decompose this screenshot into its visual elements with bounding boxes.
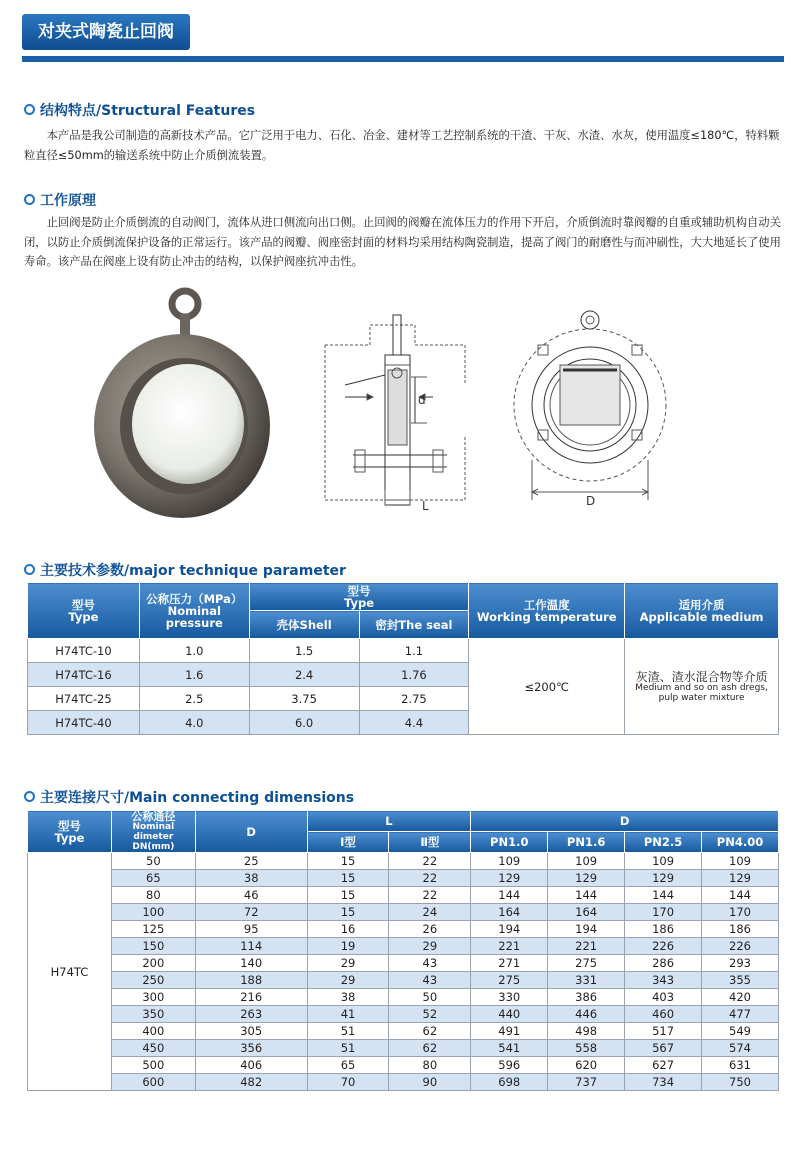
dims-cell: 25	[195, 853, 307, 870]
dims-cell: 631	[702, 1057, 779, 1074]
th-dims-type: 型号 Type	[28, 811, 112, 853]
dims-heading	[24, 787, 354, 807]
tech-cell: 1.5	[249, 639, 359, 663]
dims-cell: 305	[195, 1023, 307, 1040]
tech-cell: 4.0	[139, 711, 249, 735]
dims-cell: 72	[195, 904, 307, 921]
th-d: D	[195, 811, 307, 853]
dims-cell: 144	[471, 887, 548, 904]
table-row	[28, 989, 779, 1006]
dims-cell: 15	[307, 887, 389, 904]
dims-cell: 51	[307, 1023, 389, 1040]
tech-cell: 2.75	[359, 687, 469, 711]
th-working-temp: 工作温度 Working temperature	[469, 583, 625, 639]
dims-cell: 216	[195, 989, 307, 1006]
th-type: 型号 Type	[28, 583, 140, 639]
dims-cell: 440	[471, 1006, 548, 1023]
valve-photo	[85, 280, 280, 520]
tech-table	[27, 582, 779, 735]
tech-medium-cell: 灰渣、渣水混合物等介质 Medium and so on ash dregs, pulp water mixture	[625, 639, 779, 735]
tech-cell: 4.4	[359, 711, 469, 735]
table-row	[28, 853, 779, 870]
dims-cell: 558	[548, 1040, 625, 1057]
th-pn25: PN2.5	[625, 832, 702, 853]
table-row	[28, 887, 779, 904]
dims-cell: 498	[548, 1023, 625, 1040]
dims-cell: 109	[471, 853, 548, 870]
principle-heading-text: 工作原理	[40, 193, 96, 209]
dims-cell: 549	[702, 1023, 779, 1040]
dims-cell: 140	[195, 955, 307, 972]
dims-cell: 46	[195, 887, 307, 904]
dims-cell: 50	[389, 989, 471, 1006]
dims-cell: 129	[625, 870, 702, 887]
dims-cell: 150	[111, 938, 195, 955]
th-D: D	[471, 811, 779, 832]
th-test-type: 型号 Type	[249, 583, 469, 611]
table-row	[28, 972, 779, 989]
dims-cell: 750	[702, 1074, 779, 1091]
dims-cell: 386	[548, 989, 625, 1006]
dims-cell: 29	[307, 972, 389, 989]
table-row	[28, 955, 779, 972]
dims-cell: 125	[111, 921, 195, 938]
dims-cell: 29	[307, 955, 389, 972]
th-l: L	[307, 811, 471, 832]
dims-cell: 482	[195, 1074, 307, 1091]
th-shell: 壳体Shell	[249, 611, 359, 639]
table-row	[28, 904, 779, 921]
dims-cell: 129	[702, 870, 779, 887]
table-row	[28, 921, 779, 938]
dims-cell: 109	[625, 853, 702, 870]
dims-cell: 43	[389, 972, 471, 989]
front-view-drawing	[505, 300, 675, 510]
dims-cell: 300	[111, 989, 195, 1006]
dims-cell: 221	[548, 938, 625, 955]
dims-cell: 186	[702, 921, 779, 938]
th-nominal-pressure: 公称压力（MPa） Nominal pressure	[139, 583, 249, 639]
table-row	[28, 1006, 779, 1023]
dims-cell: 109	[702, 853, 779, 870]
th-pn10: PN1.0	[471, 832, 548, 853]
dims-cell: 263	[195, 1006, 307, 1023]
bullet-icon	[24, 194, 35, 205]
dims-cell: 596	[471, 1057, 548, 1074]
dims-cell: 80	[111, 887, 195, 904]
dims-cell: 221	[471, 938, 548, 955]
dims-cell: 250	[111, 972, 195, 989]
dims-cell: 129	[471, 870, 548, 887]
dims-cell: 22	[389, 870, 471, 887]
dims-cell: 698	[471, 1074, 548, 1091]
dims-cell: 734	[625, 1074, 702, 1091]
th-medium: 适用介质 Applicable medium	[625, 583, 779, 639]
dims-cell: 188	[195, 972, 307, 989]
dims-cell: 19	[307, 938, 389, 955]
th-seal: 密封The seal	[359, 611, 469, 639]
dims-cell: 600	[111, 1074, 195, 1091]
dims-cell: 95	[195, 921, 307, 938]
dims-cell: 275	[548, 955, 625, 972]
dims-cell: 517	[625, 1023, 702, 1040]
dims-cell: 271	[471, 955, 548, 972]
tech-cell: H74TC-10	[28, 639, 140, 663]
dims-cell: 129	[548, 870, 625, 887]
page-title: 对夹式陶瓷止回阀	[22, 14, 190, 50]
table-row	[28, 1023, 779, 1040]
dims-cell: 51	[307, 1040, 389, 1057]
dims-cell: 500	[111, 1057, 195, 1074]
dims-cell: 164	[548, 904, 625, 921]
dims-cell: 29	[389, 938, 471, 955]
dims-cell: 62	[389, 1040, 471, 1057]
th-pn16: PN1.6	[548, 832, 625, 853]
dims-cell: 194	[471, 921, 548, 938]
dims-cell: 477	[702, 1006, 779, 1023]
tech-cell: 1.76	[359, 663, 469, 687]
table-row	[28, 938, 779, 955]
dims-cell: 194	[548, 921, 625, 938]
dims-cell: 144	[702, 887, 779, 904]
tech-cell: 1.0	[139, 639, 249, 663]
dims-cell: 737	[548, 1074, 625, 1091]
dims-cell: 24	[389, 904, 471, 921]
tech-temp-cell: ≤200℃	[469, 639, 625, 735]
title-divider	[22, 56, 784, 62]
dims-cell: 50	[111, 853, 195, 870]
dims-cell: 38	[195, 870, 307, 887]
dims-cell: 403	[625, 989, 702, 1006]
label-D: D	[586, 494, 596, 508]
dims-cell: 420	[702, 989, 779, 1006]
label-d: d	[418, 393, 426, 407]
label-l: L	[422, 499, 429, 513]
principle-heading	[24, 190, 96, 210]
dims-cell: 22	[389, 887, 471, 904]
dims-cell: 331	[548, 972, 625, 989]
dims-cell: 460	[625, 1006, 702, 1023]
structure-heading-text: 结构特点/Structural Features	[40, 103, 256, 119]
dims-cell: 109	[548, 853, 625, 870]
th-l2: Ⅱ型	[389, 832, 471, 853]
dims-cell: 65	[111, 870, 195, 887]
tech-cell: 2.4	[249, 663, 359, 687]
dims-cell: 52	[389, 1006, 471, 1023]
dims-table	[27, 810, 779, 1091]
dims-body	[28, 853, 779, 1091]
th-dn: 公称通径 Nominal dimeter DN(mm)	[111, 811, 195, 853]
tech-cell: H74TC-40	[28, 711, 140, 735]
dims-cell: 70	[307, 1074, 389, 1091]
dims-cell: 80	[389, 1057, 471, 1074]
structure-paragraph: 本产品是我公司制造的高新技术产品。它广泛用于电力、石化、冶金、建材等工艺控制系统的干渣、干灰、水渣、水灰，使用温度≤180℃，特料颗粒直径≤50mm的输送系统中防止介质倒流装置。	[24, 129, 780, 162]
dims-cell: 350	[111, 1006, 195, 1023]
dims-cell: 400	[111, 1023, 195, 1040]
dims-cell: 170	[625, 904, 702, 921]
tech-heading	[24, 560, 346, 580]
tech-cell: 6.0	[249, 711, 359, 735]
dims-cell: 15	[307, 853, 389, 870]
dims-cell: 43	[389, 955, 471, 972]
dims-cell: 446	[548, 1006, 625, 1023]
dims-cell: 567	[625, 1040, 702, 1057]
structure-heading	[24, 100, 255, 120]
table-row	[28, 1074, 779, 1091]
bullet-icon	[24, 104, 35, 115]
dims-cell: 100	[111, 904, 195, 921]
dims-cell: 144	[548, 887, 625, 904]
dims-cell: 200	[111, 955, 195, 972]
dims-cell: 186	[625, 921, 702, 938]
dims-cell: 491	[471, 1023, 548, 1040]
dims-cell: 293	[702, 955, 779, 972]
dims-cell: 355	[702, 972, 779, 989]
dims-type-cell: H74TC	[28, 853, 112, 1091]
dims-cell: 406	[195, 1057, 307, 1074]
dims-cell: 343	[625, 972, 702, 989]
dims-cell: 65	[307, 1057, 389, 1074]
dims-cell: 450	[111, 1040, 195, 1057]
table-row	[28, 1057, 779, 1074]
dims-cell: 620	[548, 1057, 625, 1074]
bullet-icon	[24, 791, 35, 802]
dims-cell: 144	[625, 887, 702, 904]
tech-cell: 1.6	[139, 663, 249, 687]
dims-cell: 16	[307, 921, 389, 938]
dims-cell: 41	[307, 1006, 389, 1023]
table-row	[28, 1040, 779, 1057]
dims-cell: 90	[389, 1074, 471, 1091]
dims-cell: 627	[625, 1057, 702, 1074]
dims-cell: 574	[702, 1040, 779, 1057]
dims-cell: 114	[195, 938, 307, 955]
dims-cell: 22	[389, 853, 471, 870]
dims-heading-text: 主要连接尺寸/Main connecting dimensions	[40, 790, 355, 806]
th-pn40: PN4.00	[702, 832, 779, 853]
dims-cell: 62	[389, 1023, 471, 1040]
dims-cell: 164	[471, 904, 548, 921]
dims-cell: 541	[471, 1040, 548, 1057]
dims-cell: 356	[195, 1040, 307, 1057]
dims-cell: 226	[625, 938, 702, 955]
dims-cell: 330	[471, 989, 548, 1006]
tech-cell: 2.5	[139, 687, 249, 711]
dims-cell: 275	[471, 972, 548, 989]
dims-cell: 170	[702, 904, 779, 921]
tech-cell: H74TC-16	[28, 663, 140, 687]
dims-cell: 15	[307, 904, 389, 921]
side-section-drawing	[315, 305, 485, 515]
th-l1: Ⅰ型	[307, 832, 389, 853]
tech-cell: H74TC-25	[28, 687, 140, 711]
dims-cell: 15	[307, 870, 389, 887]
tech-cell: 3.75	[249, 687, 359, 711]
dims-cell: 38	[307, 989, 389, 1006]
dims-cell: 26	[389, 921, 471, 938]
dims-cell: 286	[625, 955, 702, 972]
tech-heading-text: 主要技术参数/major technique parameter	[40, 563, 346, 579]
dims-cell: 226	[702, 938, 779, 955]
table-row	[28, 870, 779, 887]
bullet-icon	[24, 564, 35, 575]
principle-paragraph: 止回阀是防止介质倒流的自动阀门，流体从进口侧流向出口侧。止回阀的阀瓣在流体压力的作用下开启，介质倒流时靠阀瓣的自重或辅助机构自动关闭，以防止介质倒流保护设备的正常运行。该产品的阀瓣、阀座密封面的材料均采用结构陶瓷制造，提高了阀门的耐磨性与而冲刷性，大大地延长了使用寿命。该产品在阀座上设有防止冲击的结构，以保护阀座抗冲击性。	[24, 216, 781, 268]
tech-cell: 1.1	[359, 639, 469, 663]
